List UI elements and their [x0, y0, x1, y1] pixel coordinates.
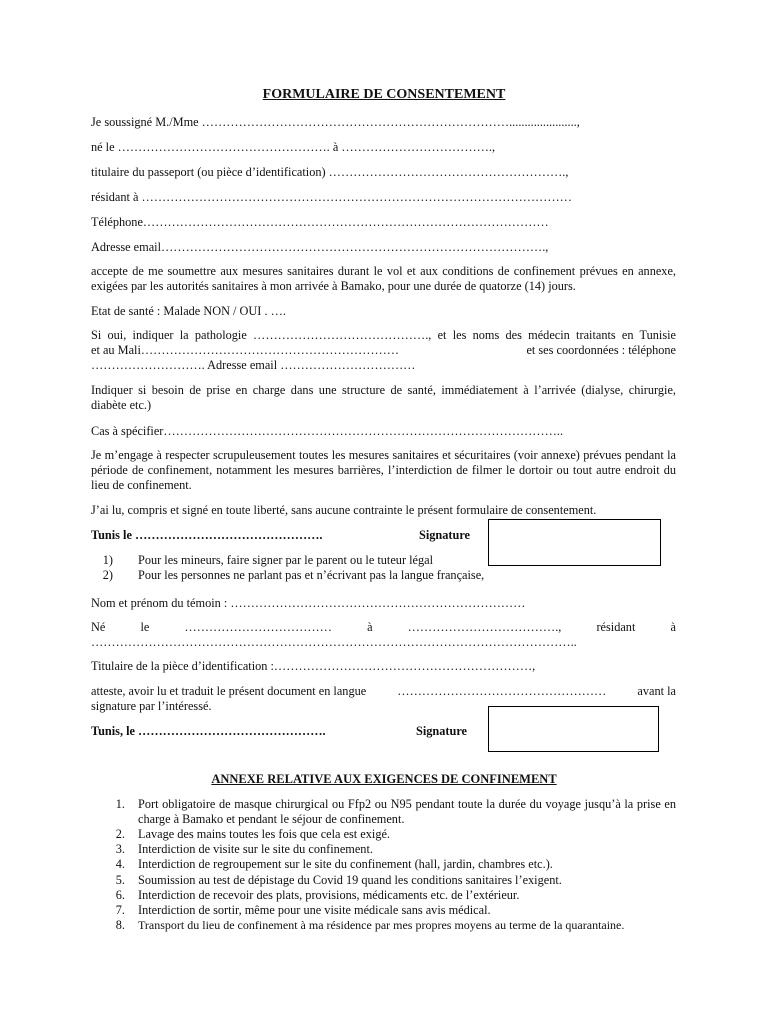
witness-residence-dots: ………………………………………………………………………………………………………..: [91, 635, 577, 649]
pathology-line-1: Si oui, indiquer la pathologie ……………………………………., et les noms des médecin traitants en Tunisie: [91, 328, 676, 342]
annexe-item-number: 2.: [115, 827, 125, 841]
signature2-date: Tunis, le ……………………………………….: [91, 724, 326, 738]
witness-le-dots: ………………………………: [184, 620, 332, 634]
note-number: 2): [102, 568, 113, 582]
signature2-box[interactable]: [488, 706, 659, 752]
witness-birth-line: [91, 620, 676, 635]
case-specify-field: Cas à spécifier……………………………………………………………………………………..: [91, 424, 564, 438]
phone-field: Téléphone………………………………………………………………………………………: [91, 215, 549, 229]
email-field: Adresse email………………………………………………………………………………….,: [91, 240, 549, 254]
annexe-title: ANNEXE RELATIVE AUX EXIGENCES DE CONFINEMENT: [211, 772, 557, 786]
annexe-item-text: Soumission au test de dépistage du Covid 19 quand les conditions sanitaires l’exigent.: [138, 873, 562, 887]
witness-residant-a: à: [670, 620, 676, 634]
note-number: 1): [102, 553, 113, 567]
annexe-item-number: 4.: [115, 857, 125, 871]
witness-residant: résidant: [596, 620, 636, 634]
witness-attest-before: avant la: [637, 684, 676, 698]
witness-id-field: Titulaire de la pièce d’identification :………………………………………………………,: [91, 659, 536, 673]
annexe-item-text: Interdiction de sortir, même pour une visite médicale sans avis médical.: [138, 903, 491, 917]
passport-field: titulaire du passeport (ou pièce d’identification) ………………………………………………….,: [91, 165, 569, 179]
pathology-line-2: [91, 343, 676, 358]
pathology-line-3: ………………………. Adresse email ……………………………: [91, 358, 416, 372]
health-status-line: Etat de santé : Malade NON / OUI . ….: [91, 304, 286, 318]
signature2-label: Signature: [416, 724, 468, 738]
witness-a-dots: ……………………………….,: [407, 620, 562, 634]
annexe-item-text: Interdiction de regroupement sur le site du confinement (hall, jardin, chambres etc.).: [138, 857, 553, 871]
annexe-item-number: 7.: [115, 903, 125, 917]
signature1-date: Tunis le ……………………………………….: [91, 528, 323, 542]
pathology-mali-text: et au Mali………………………………………………………: [91, 343, 400, 357]
commitment-paragraph: Je m’engage à respecter scrupuleusement toutes les mesures sanitaires et sécuritaires (voir annexe) prévues pendant la période de confinement, notamment les mesures barrières, l’interdiction de filmer le dortoir ou tout autre endroit du lieu de confinement.: [91, 448, 676, 492]
witness-attest-line-1: [91, 684, 676, 699]
signature1-label: [419, 528, 489, 543]
care-needs-paragraph: Indiquer si besoin de prise en charge dans une structure de santé, immédiatement à l’arrivée (dialyse, chirurgie, diabète etc.): [91, 383, 676, 412]
birth-field: né le ……………………………………………. à ……………………………….,: [91, 140, 496, 154]
annexe-item-text: Transport du lieu de confinement à ma résidence par mes propres moyens au terme de la quarantaine.: [138, 918, 625, 932]
annexe-item-number: 6.: [115, 888, 125, 902]
witness-language-dots: ……………………………………………: [397, 684, 607, 698]
witness-a: à: [367, 620, 373, 634]
note-text: Pour les mineurs, faire signer par le parent ou le tuteur légal: [138, 553, 434, 567]
pathology-contact-text: et ses coordonnées : téléphone: [526, 343, 676, 357]
note-text: Pour les personnes ne parlant pas et n’écrivant pas la langue française,: [138, 568, 485, 582]
annexe-item-text: Interdiction de recevoir des plats, provisions, médicaments etc. de l’extérieur.: [138, 888, 520, 902]
page-title: FORMULAIRE DE CONSENTEMENT: [262, 87, 506, 102]
witness-name-field: Nom et prénom du témoin : ………………………………………………………………: [91, 596, 526, 610]
annexe-item-number: 5.: [115, 873, 125, 887]
witness-attest-text: atteste, avoir lu et traduit le présent document en langue: [91, 684, 367, 698]
read-signed-statement: J’ai lu, compris et signé en toute liberté, sans aucune contrainte le présent formulaire de consentement.: [91, 503, 597, 517]
annexe-item-text: Lavage des mains toutes les fois que cela est exigé.: [138, 827, 391, 841]
acceptance-paragraph: accepte de me soumettre aux mesures sanitaires durant le vol et aux conditions de confinement prévues en annexe, exigées par les autorités sanitaires à mon arrivée à Bamako, pour une durée de quatorze (14) jours.: [91, 264, 676, 293]
soussigne-field: Je soussigné M./Mme …………………………………………………………………......................,: [91, 115, 580, 129]
annexe-item-text: Interdiction de visite sur le site du confinement.: [138, 842, 373, 856]
annexe-item-number: 8.: [115, 918, 125, 932]
annexe-item-number: 3.: [115, 842, 125, 856]
witness-ne: Né: [91, 620, 106, 634]
signature1-label-text: Signature: [419, 528, 471, 542]
signature1-box[interactable]: [488, 519, 661, 566]
annexe-item-text: Port obligatoire de masque chirurgical ou Ffp2 ou N95 pendant toute la durée du voyage jusqu’à la prise en charge à Bamako et pendant le séjour de confinement.: [138, 797, 676, 826]
witness-le: le: [140, 620, 150, 634]
residence-field: résidant à ……………………………………………………………………………………………: [91, 190, 572, 204]
annexe-item-number: 1.: [115, 797, 125, 811]
witness-attest-line-2: signature par l’intéressé.: [91, 699, 212, 713]
